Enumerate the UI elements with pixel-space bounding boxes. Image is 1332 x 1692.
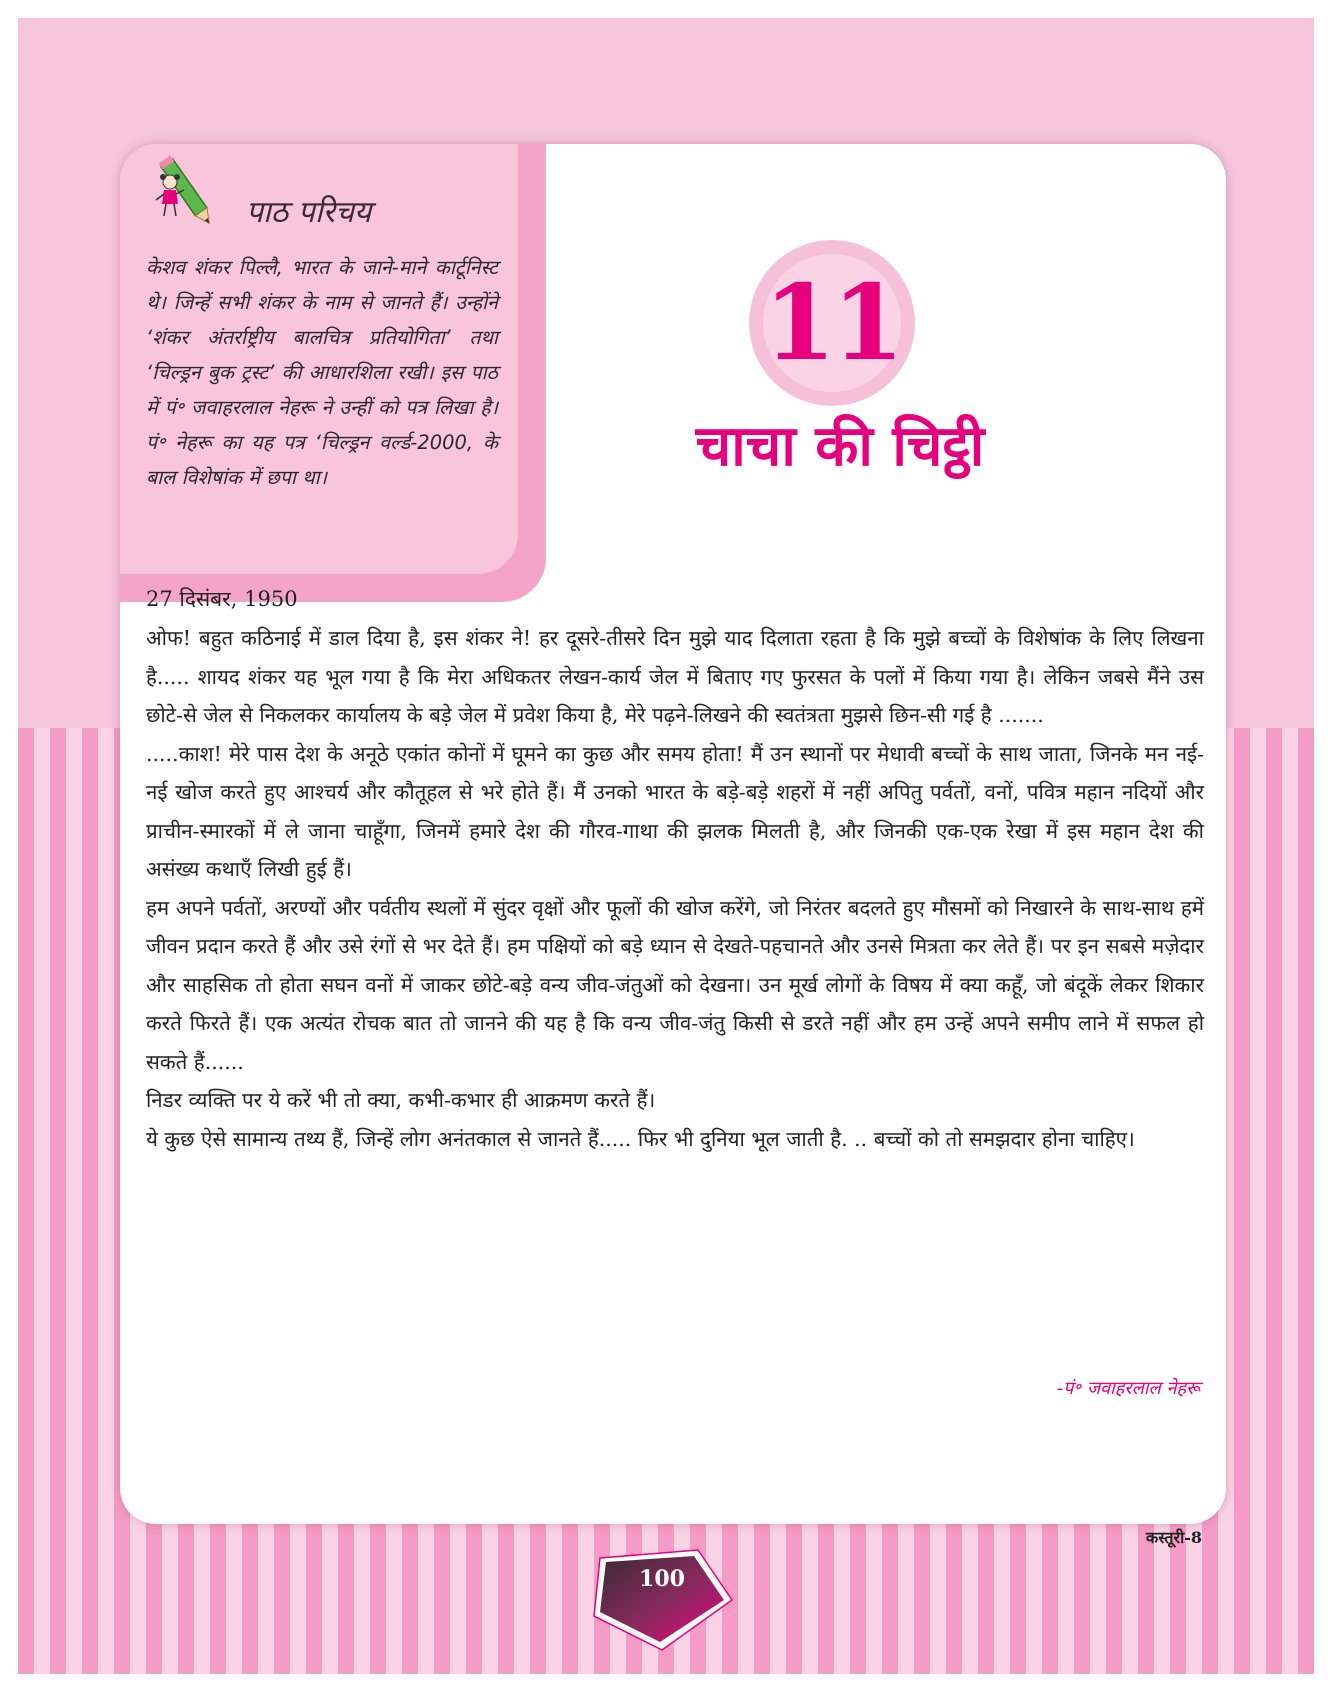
letter-body: [146, 579, 1204, 1158]
page-frame: [18, 18, 1314, 1674]
page-number: 100: [639, 1566, 685, 1592]
book-label: कस्तूरी-8: [1145, 1528, 1202, 1547]
intro-title: पाठ परिचय: [246, 195, 372, 230]
intro-box: [120, 144, 518, 574]
chapter-title: चाचा की चिट्ठी: [695, 414, 985, 479]
intro-text: केशव शंकर पिल्लै, भारत के जाने-माने कार्टूनिस्ट थे। जिन्हें सभी शंकर के नाम से जानते हैं। उन्होंने ‘शंकर अंतर्राष्ट्रीय बालचित्र प्रतियोगिता’ तथा ‘चिल्ड्रन बुक ट्रस्ट’ की आधारशिला रखी। इस पाठ में पं॰ जवाहरलाल नेहरू ने उन्हीं को पत्र लिखा है। पं॰ नेहरू का यह पत्र ‘चिल्ड्रन वर्ल्ड-2000, के बाल विशेषांक में छपा था।: [146, 256, 498, 489]
letter-paragraph: निडर व्यक्ति पर ये करें भी तो क्या, कभी-कभार ही आक्रमण करते हैं।: [146, 1088, 656, 1112]
letter-date: 27 दिसंबर, 1950: [146, 587, 298, 611]
chapter-number: 11: [763, 261, 901, 384]
letter-paragraph: ओफ! बहुत कठिनाई में डाल दिया है, इस शंकर ने! हर दूसरे-तीसरे दिन मुझे याद दिलाता रहता है कि मुझे बच्चों के विशेषांक के लिए लिखना है..... शायद शंकर यह भूल गया है कि मेरा अधिकतर लेखन-कार्य जेल में बिताए गए फुरसत के पलों में किया गया है। लेकिन जबसे मैंने उस छोटे-से जेल से निकलकर कार्यालय के बड़े जेल में प्रवेश किया है, मेरे पढ़ने-लिखने की स्वतंत्रता मुझसे छिन-सी गई है .......: [146, 626, 1204, 727]
letter-paragraph: हम अपने पर्वतों, अरण्यों और पर्वतीय स्थलों में सुंदर वृक्षों और फूलों की खोज करेंगे, जो निरंतर बदलते हुए मौसमों को निखारने के साथ-साथ हमें जीवन प्रदान करते हैं और उसे रंगों से भर देते हैं। हम पक्षियों को बड़े ध्यान से देखते-पहचानते और उनसे मित्रता कर लेते हैं। पर इन सबसे मज़ेदार और साहसिक तो होता सघन वनों में जाकर छोटे-बड़े वन्य जीव-जंतुओं को देखना। उन मूर्ख लोगों के विषय में क्या कहूँ, जो बंदूकें लेकर शिकार करते फिरते हैं। एक अत्यंत रोचक बात तो जानने की यह है कि वन्य जीव-जंतु किसी से डरते नहीं और हम उन्हें अपने समीप लाने में सफल हो सकते हैं......: [146, 895, 1204, 1074]
girl-with-pencil-icon: [148, 152, 228, 234]
page-number-badge: [588, 1546, 736, 1656]
letter-signature: -पं॰ जवाहरलाल नेहरू: [1056, 1378, 1200, 1399]
content-card: [120, 144, 1226, 1524]
pentagon-badge-icon: [588, 1546, 736, 1656]
letter-paragraph: ये कुछ ऐसे सामान्य तथ्य हैं, जिन्हें लोग अनंतकाल से जानते हैं..... फिर भी दुनिया भूल जाती है. .. बच्चों को तो समझदार होना चाहिए।: [146, 1126, 1135, 1151]
chapter-number-circle: [749, 240, 915, 406]
letter-paragraph: .....काश! मेरे पास देश के अनूठे एकांत कोनों में घूमने का कुछ और समय होता! मैं उन स्थानों पर मेधावी बच्चों के साथ जाता, जिनके मन नई-नई खोज करते हुए आश्चर्य और कौतूहल से भरे होते हैं। मैं उनको भारत के बड़े-बड़े शहरों में नहीं अपितु पर्वतों, वनों, पवित्र महान नदियों और प्राचीन-स्मारकों में ले जाना चाहूँगा, जिनमें हमारे देश की गौरव-गाथा की झलक मिलती है, और जिनकी एक-एक रेखा में इस महान देश की असंख्य कथाएँ लिखी हुई हैं।: [146, 741, 1204, 881]
